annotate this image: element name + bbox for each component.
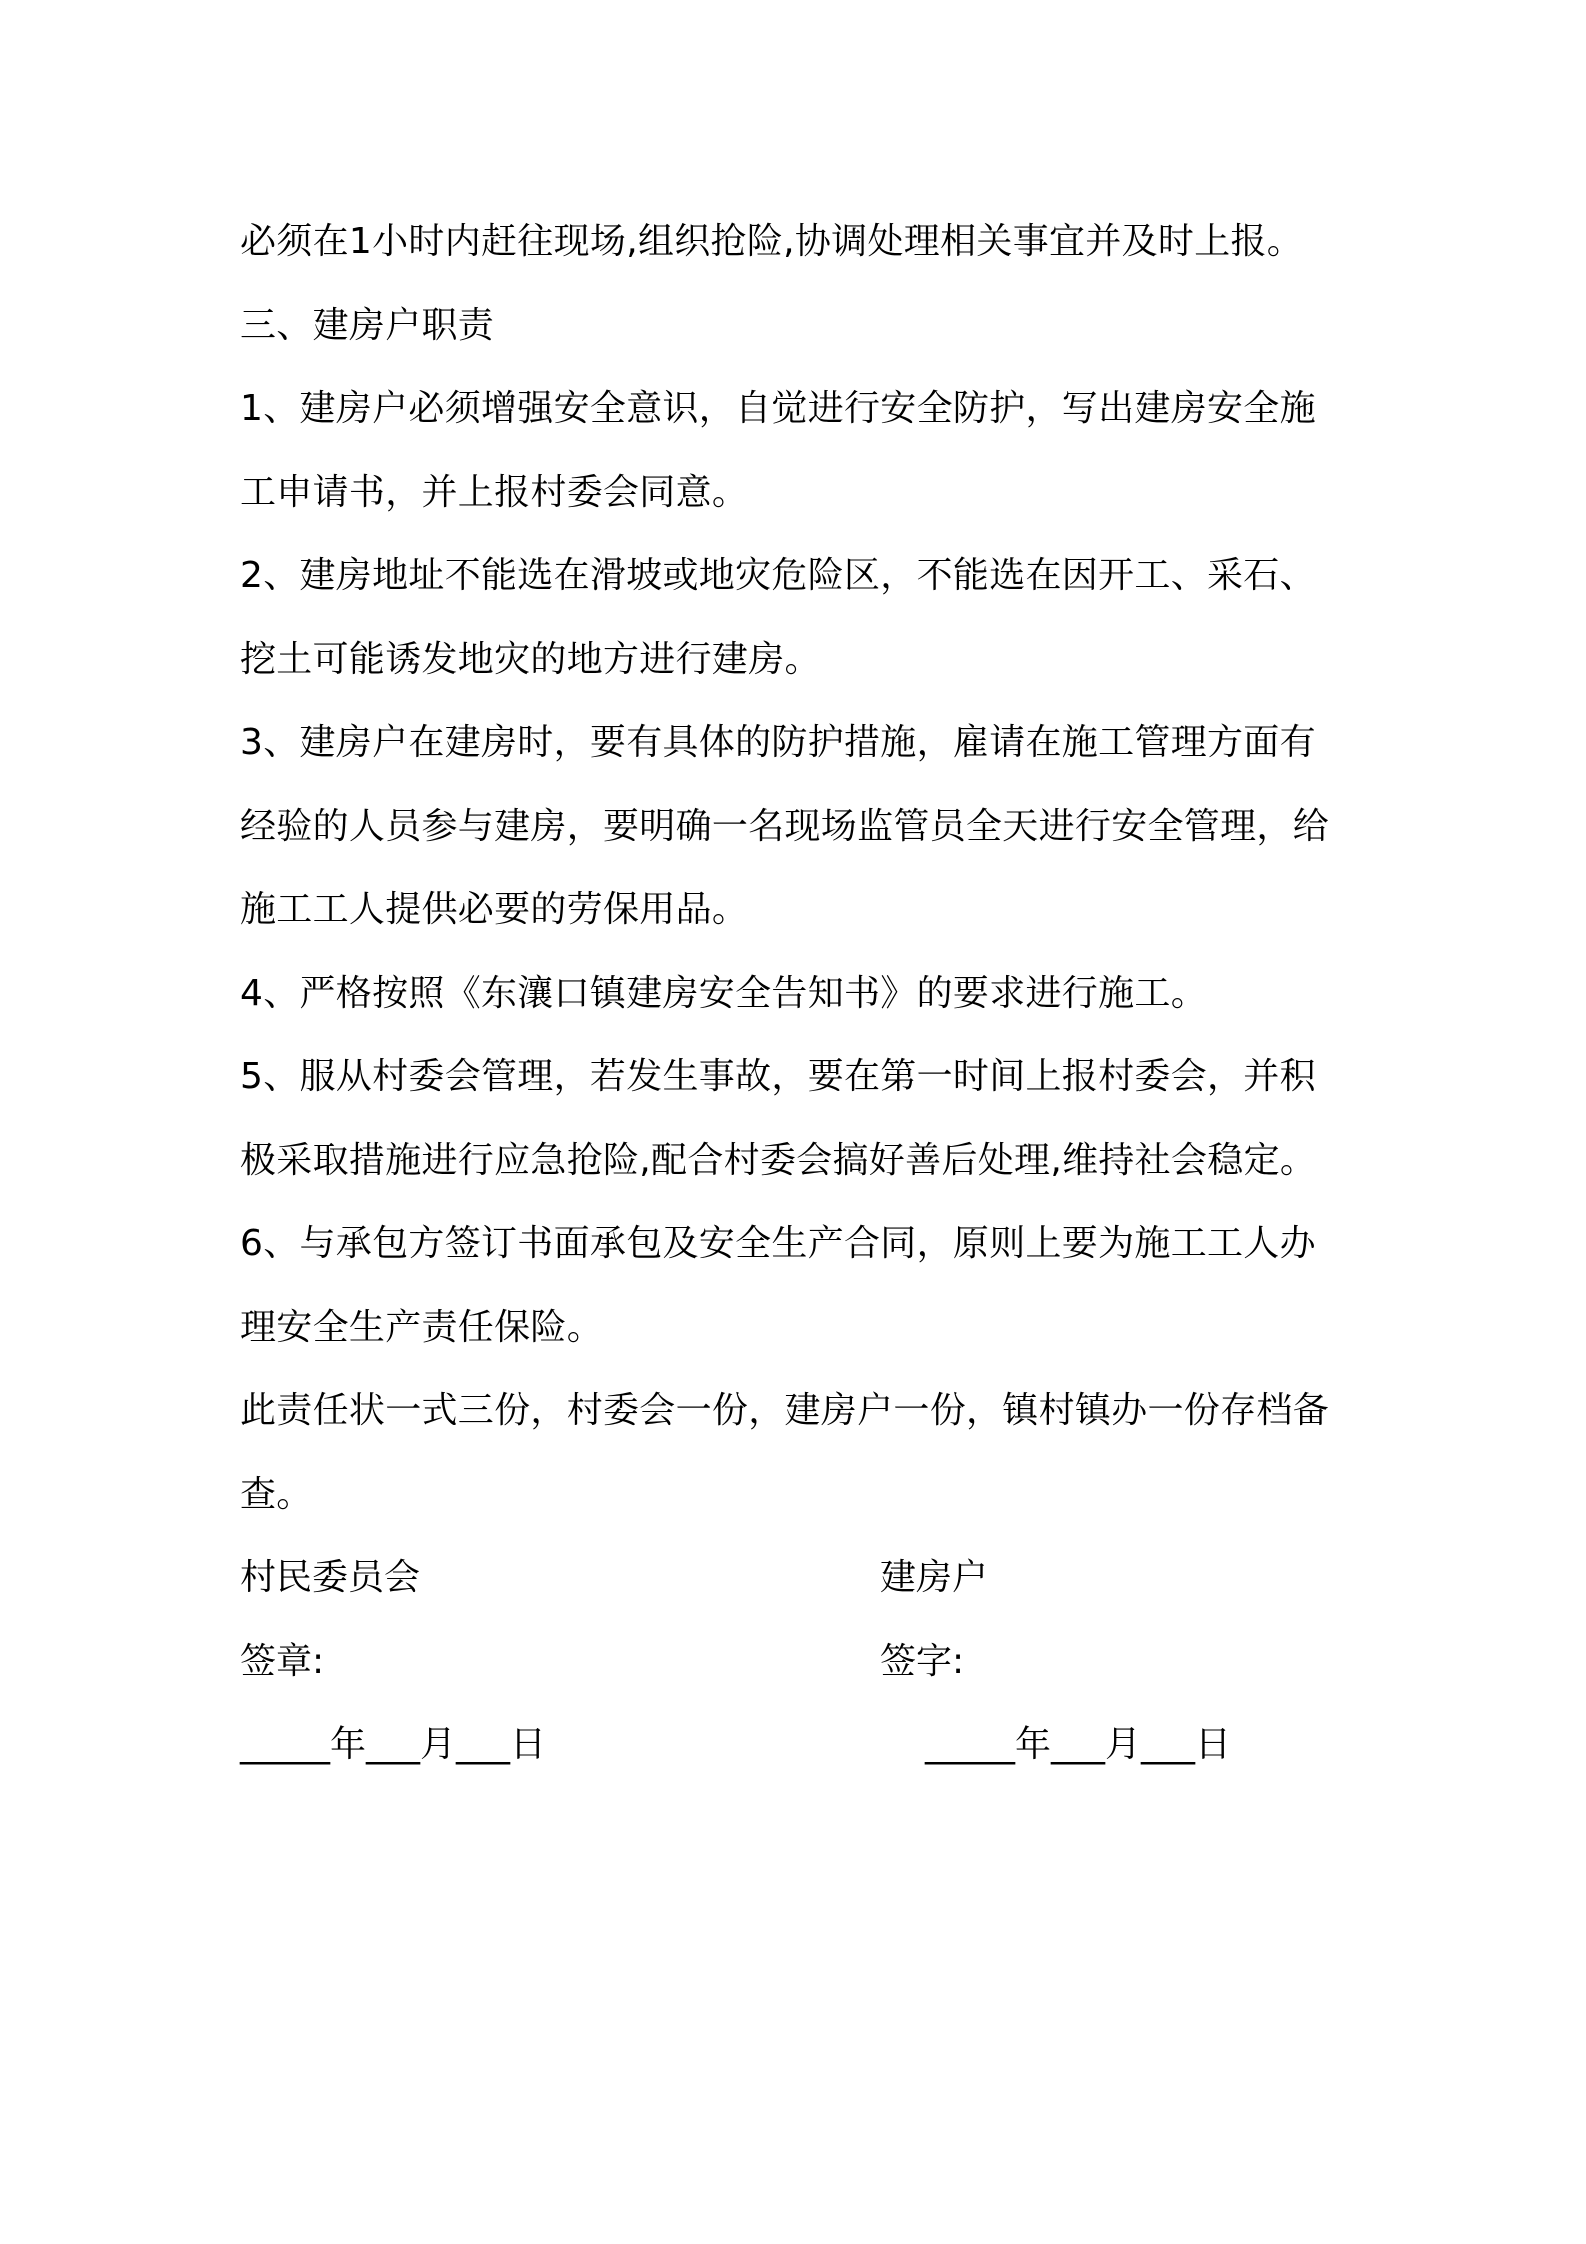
signature-party-row	[240, 1536, 1360, 1620]
section-heading: 三、建房户职责	[240, 304, 495, 346]
body-line: 4、严格按照《东瀼口镇建房安全告知书》的要求进行施工。	[240, 972, 1208, 1014]
left-sign-label: 签章:	[240, 1640, 325, 1682]
body-line: 工申请书，并上报村委会同意。	[240, 471, 749, 513]
body-line: 5、服从村委会管理，若发生事故，要在第一时间上报村委会，并积	[240, 1056, 1316, 1097]
document-body	[240, 200, 1360, 1787]
right-sign-label: 签字:	[880, 1640, 965, 1682]
body-line: 1、建房户必须增强安全意识，自觉进行安全防护，写出建房安全施	[240, 388, 1316, 429]
body-line: 查。	[240, 1473, 313, 1515]
left-party-label: 村民委员会	[240, 1557, 421, 1598]
body-line: 经验的人员参与建房，要明确一名现场监管员全天进行安全管理，给	[240, 805, 1330, 847]
right-party-label: 建房户	[880, 1557, 989, 1598]
body-line: 2、建房地址不能选在滑坡或地灾危险区，不能选在因开工、采石、	[240, 555, 1316, 596]
body-line: 极采取措施进行应急抢险,配合村委会搞好善后处理,维持社会稳定。	[240, 1139, 1317, 1181]
signature-date-row	[240, 1703, 1360, 1787]
body-line: 6、与承包方签订书面承包及安全生产合同，原则上要为施工工人办	[240, 1223, 1316, 1264]
body-line: 理安全生产责任保险。	[240, 1306, 604, 1348]
body-line: 此责任状一式三份，村委会一份，建房户一份，镇村镇办一份存档备	[240, 1390, 1330, 1431]
signature-sign-row	[240, 1620, 1360, 1704]
body-line: 3、建房户在建房时，要有具体的防护措施，雇请在施工管理方面有	[240, 722, 1316, 763]
left-date-field: _____年___月___日	[240, 1724, 547, 1765]
right-date-field: _____年___月___日	[925, 1724, 1232, 1765]
body-line: 施工工人提供必要的劳保用品。	[240, 889, 749, 930]
body-line: 必须在1小时内赶往现场,组织抢险,协调处理相关事宜并及时上报。	[240, 221, 1304, 262]
body-line: 挖土可能诱发地灾的地方进行建房。	[240, 638, 821, 680]
